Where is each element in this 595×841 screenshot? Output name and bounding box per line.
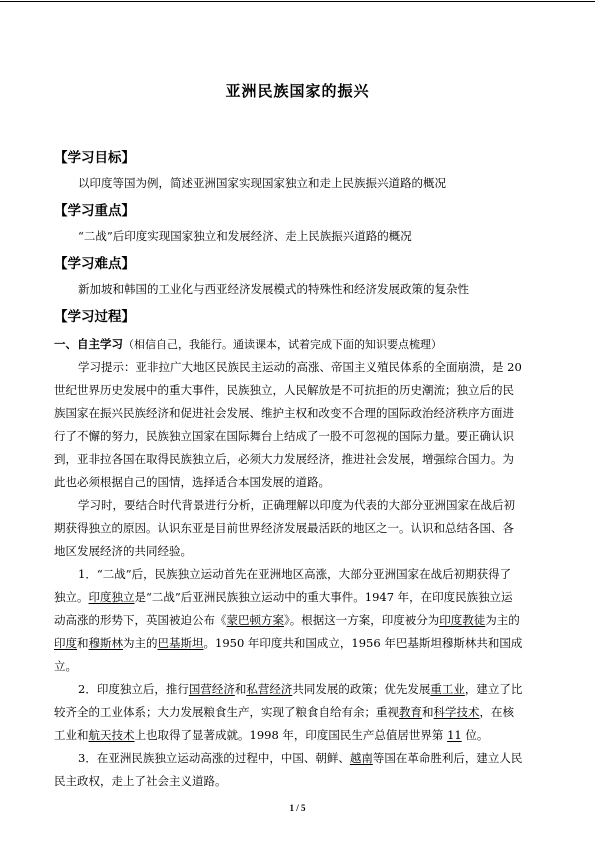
study-time-line: 地区发展经济的共同经验。 [54,544,192,558]
difficulty-heading: 【学习难点】 [54,256,135,272]
answer-blank: 重工业 [430,682,465,696]
self-study-label: 一、自主学习 [54,337,123,351]
text-run: 3．在亚洲民族独立运动高涨的过程中，中国、朝鲜、 [78,751,350,765]
self-study-line [54,336,546,352]
text-run: 等国在革命胜利后，建立人民 [372,751,523,765]
text-run: 较齐全的工业体系；大力发展粮食生产，实现了粮食自给有余；重视 [54,705,399,719]
process-heading: 【学习过程】 [54,309,135,325]
answer-blank: 印度独立 [88,590,135,604]
answer-blank: 穆斯林 [88,636,123,650]
text-run: 是“二战”后亚洲民族独立运动中的重大事件。1947 年，在印度民族独立运 [134,590,513,604]
top-rule [0,1,595,2]
answer-blank: 印度教徒 [439,613,486,627]
answer-blank: 私营经济 [246,682,293,696]
answer-blank: 巴基斯坦 [157,636,204,650]
self-study-note: （相信自己，我能行。通读课本，试着完成下面的知识要点梳理） [123,338,442,351]
point2-line [78,681,546,697]
answer-blank: 蒙巴顿方案 [226,613,284,627]
text-run: 和 [422,705,434,719]
text-run: 和 [77,636,89,650]
point1-line [54,589,546,605]
answer-blank: 科学技术 [433,705,480,719]
point2-line [54,727,546,743]
answer-blank: 国营经济 [188,682,235,696]
text-run: 位。 [461,728,489,742]
answer-blank: 教育 [399,705,422,719]
point1-line: 立。 [54,659,77,673]
page-number: 1 / 5 [289,803,306,813]
tips-line: 学习提示：亚非拉广大地区民族民主运动的高涨、帝国主义殖民体系的全面崩溃，是 20 [78,360,522,374]
point2-line [54,704,546,720]
goals-text: 以印度等国为例，简述亚洲国家实现国家独立和走上民族振兴道路的概况 [78,176,446,190]
document-title: 亚洲民族国家的振兴 [225,82,370,100]
text-run: 2．印度独立后，推行 [78,682,189,696]
point1-line [54,612,546,628]
text-run: 和 [234,682,247,696]
study-time-line: 期获得独立的原因。认识东亚是目前世界经济发展最活跃的地区之一。认识和总结各国、各 [54,521,514,535]
goals-heading: 【学习目标】 [54,150,135,166]
point1-line [54,635,546,651]
text-run: 。1950 年印度共和国成立，1956 年巴基斯坦穆斯林共和国成 [203,636,523,650]
text-run: 上也取得了显著成就。1998 年，印度国民生产总值居世界第 [134,728,448,742]
focus-text: “二战”后印度实现国家独立和发展经济、走上民族振兴道路的概况 [78,229,412,243]
point1-line: 1．“二战”后，民族独立运动首先在亚洲地区高涨，大部分亚洲国家在战后初期获得了 [78,567,512,581]
answer-blank: 越南 [349,751,373,765]
text-run: 独立。 [54,590,89,604]
tips-line: 此也必须根据自己的国情，选择适合本国发展的道路。 [54,475,330,489]
tips-line: 到，亚非拉各国在取得民族独立后，必须大力发展经济，推进社会发展，增强综合国力。为 [54,452,514,466]
point3-line [78,750,546,766]
text-run: 为主的 [485,613,520,627]
tips-line: 族国家在振兴民族经济和促进社会发展、维护主权和改变不合理的国际政治经济秩序方面进 [54,406,514,420]
answer-blank: 11 [447,728,462,742]
text-run: 工业和 [54,728,89,742]
text-run: 共同发展的政策；优先发展 [292,682,431,696]
point3-line: 民主政权，走上了社会主义道路。 [54,774,227,788]
tips-line: 行了不懈的努力，民族独立国家在国际舞台上结成了一股不可忽视的国际力量。要正确认识 [54,429,514,443]
answer-blank: 航天技术 [88,728,135,742]
answer-blank: 印度 [54,636,77,650]
text-run: 》。根据这一方案，印度被分为 [284,613,440,627]
tips-line: 世纪世界历史发展中的重大事件，民族独立，人民解放是不可抗拒的历史潮流；独立后的民 [54,383,514,397]
text-run: 为主的 [123,636,158,650]
text-run: 动高涨的形势下，英国被迫公布《 [54,613,227,627]
text-run: ，建立了比 [464,682,523,696]
study-time-line: 学习时，要结合时代背景进行分析，正确理解以印度为代表的大部分亚洲国家在战后初 [78,498,515,512]
difficulty-text: 新加坡和韩国的工业化与西亚经济发展模式的特殊性和经济发展政策的复杂性 [78,282,469,296]
focus-heading: 【学习重点】 [54,203,135,219]
text-run: ，在核 [479,705,514,719]
